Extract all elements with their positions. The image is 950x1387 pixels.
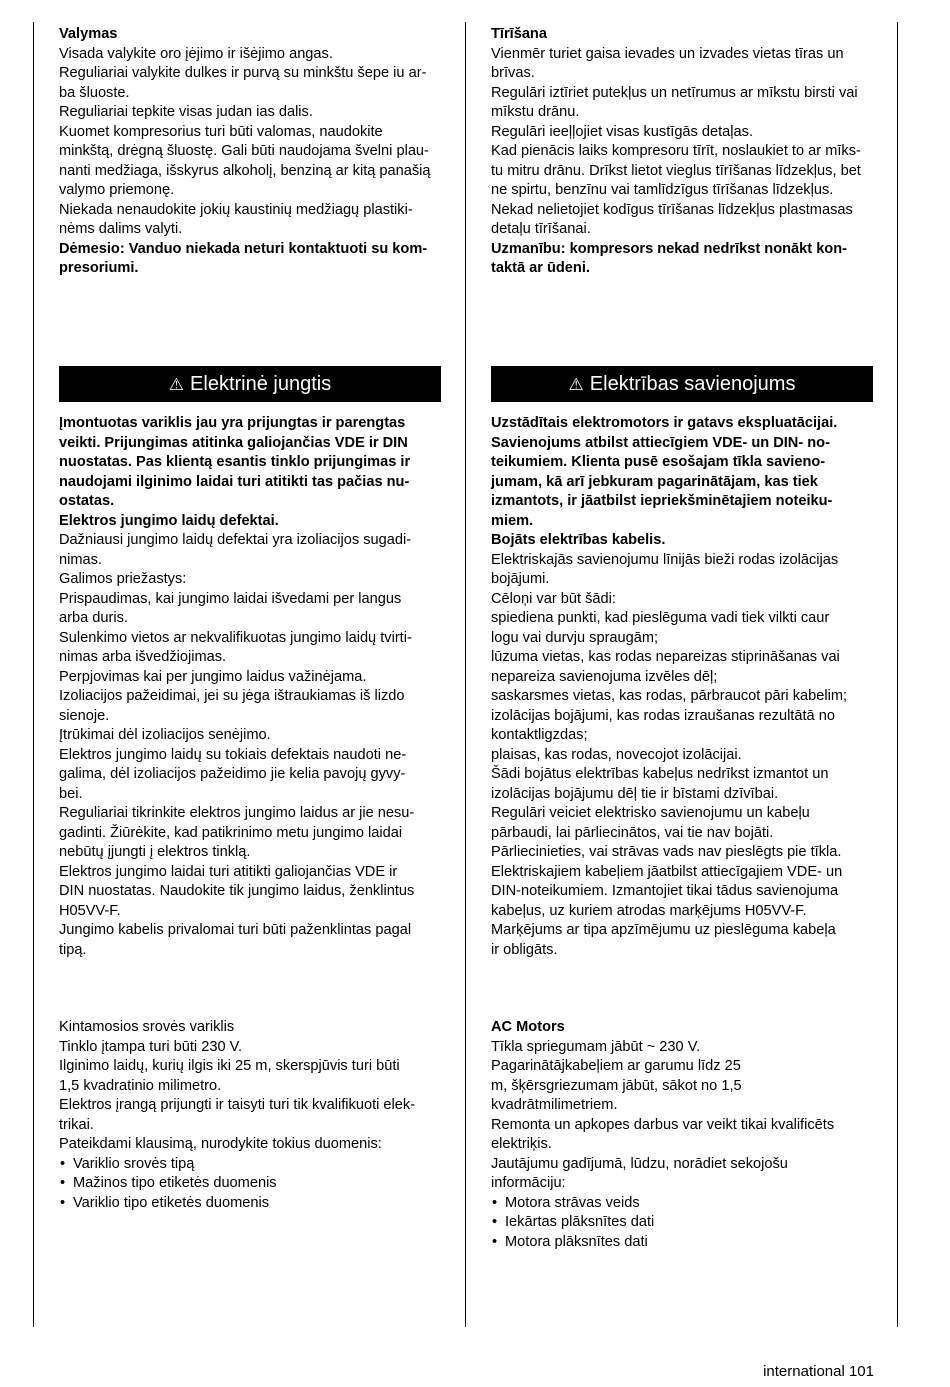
right-cleaning-text-line: tu mitru drānu. Drīkst lietot vieglus tīrīšanas līdzekļus, bet (491, 162, 861, 179)
right-electric-text-line: izolācijas bojājumu dēļ tie ir bīstami dzīvībai. (491, 785, 779, 802)
right-electric-text-line: izolācijas bojājumi, kas rodas izraušanas rezultātā no (491, 707, 835, 724)
right-electric-text-line: logu vai durvju spraugām; (491, 629, 659, 646)
left-electric-text-line: Izoliacijos pažeidimai, jei su jėga ištraukiamas iš lizdo (59, 688, 405, 704)
left-motor-bullets (59, 1155, 441, 1214)
right-motor-section (491, 1018, 873, 1252)
right-cleaning-text-line: Regulāri iztīriet putekļus un netīrumus ar mīkstu birsti vai (491, 84, 858, 101)
bullet-item: • Iekārtas plāksnītes dati (491, 1213, 873, 1233)
left-electric-text-line: Dažniausi jungimo laidų defektai yra izoliacijos sugadi- (59, 532, 412, 548)
left-motor-text-line: trikai. (59, 1116, 94, 1133)
right-cleaning-text-line: detaļu tīrīšanai. (491, 221, 591, 237)
right-margin-rule (897, 22, 898, 1327)
left-motor-text-line: Ilginimo laidų, kurių ilgis iki 25 m, skerspjūvis turi būti (59, 1058, 400, 1074)
right-electric-intro (491, 414, 873, 551)
left-electric-text-line: Reguliariai tikrinkite elektros jungimo laidus ar jie nesu- (59, 805, 415, 821)
right-cleaning-warning-line: taktā ar ūdeni. (491, 260, 590, 276)
warning-triangle-icon: ⚠ (568, 375, 584, 394)
left-cleaning-warning-line: Dėmesio: Vanduo niekada neturi kontaktuoti su kom- (59, 240, 428, 257)
right-electric-text-line: lūzuma vietas, kas rodas nepareizas stiprināšanas vai (491, 649, 840, 665)
left-electric-intro-line: nuostatas. Pas klientą esantis tinklo prijungimas ir (59, 454, 411, 470)
right-cleaning-text-line: Nekad nelietojiet kodīgus tīrīšanas līdzekļus plastmasas (491, 201, 853, 218)
right-electric-text-line: Pārliecinieties, vai strāvas vads nav pieslēgts pie tīkla. (491, 844, 842, 860)
left-cleaning-text-line: Reguliariai valykite dulkes ir purvą su minkštu šepe iu ar- (59, 65, 427, 81)
left-electric-text-line: Sulenkimo vietos ar nekvalifikuotas jungimo laidų tvirti- (59, 629, 412, 646)
left-electric-text-line: Perpjovimas kai per jungimo laidus važinėjama. (59, 668, 367, 685)
bullet-item: • Motora strāvas veids (491, 1194, 873, 1214)
right-electric-text-line: Elektriskajās savienojumu līnijās bieži rodas izolācijas (491, 551, 839, 568)
right-electric-text-line: DIN-noteikumiem. Izmantojiet tikai tādus savienojuma (491, 883, 839, 899)
right-motor-text-line: m, šķērsgriezumam jābūt, sākot no 1,5 (491, 1077, 742, 1094)
left-electric-text-line: Elektros jungimo laidų su tokiais defektais naudoti ne- (59, 746, 407, 763)
left-motor-text-line: Tinklo įtampa turi būti 230 V. (59, 1038, 243, 1055)
right-motor-text-line: elektriķis. (491, 1136, 552, 1152)
center-divider-rule (465, 22, 466, 1327)
right-cleaning-text-line: mīkstu drānu. (491, 104, 580, 120)
right-cleaning-warning (491, 240, 873, 279)
left-cleaning-section (59, 25, 441, 279)
left-motor-text-line: Kintamosios srovės variklis (59, 1019, 235, 1035)
left-electric-text-line: Elektros jungimo laidai turi atitikti galiojančias VDE ir (59, 863, 398, 880)
right-motor-text-line: Tīkla spriegumam jābūt ~ 230 V. (491, 1038, 701, 1055)
left-electric-text-line: arba duris. (59, 610, 128, 626)
right-motor-title: AC Motors (491, 1019, 565, 1035)
left-cleaning-text-line: nanti medžiaga, išskyrus alkoholį, benziną ar kitą panašią (59, 162, 431, 179)
left-electric-text-line: nimas arba išvedžiojimas. (59, 649, 227, 665)
right-motor-text-line: Pagarinātājkabeļiem ar garumu līdz 25 (491, 1058, 741, 1074)
right-motor-text-line: kvadrātmilimetriem. (491, 1097, 618, 1113)
left-electric-intro-line: Elektros jungimo laidų defektai. (59, 512, 279, 529)
right-electric-text-line: ir obligāts. (491, 941, 558, 958)
left-electric-text-line: sienoje. (59, 707, 110, 724)
left-cleaning-text-line: Reguliariai tepkite visas judan ias dalis. (59, 104, 313, 120)
left-electric-section (59, 414, 441, 960)
left-cleaning-text-line: Niekada nenaudokite jokių kaustinių medžiagų plastiki- (59, 201, 413, 218)
left-electric-text-line: Prispaudimas, kai jungimo laidai išvedami per langus (59, 590, 402, 607)
left-electric-text-line: bei. (59, 785, 83, 802)
right-electric-intro-line: Savienojums atbilst attiecīgiem VDE- un DIN- no- (491, 434, 830, 451)
left-electric-intro-line: naudojami ilginimo laidai turi atitikti tas pačias nu- (59, 473, 410, 490)
right-electric-intro-line: Bojāts elektrības kabelis. (491, 532, 666, 548)
left-cleaning-text-line: Visada valykite oro įėjimo ir išėjimo angas. (59, 45, 333, 62)
right-electric-section (491, 414, 873, 960)
right-electric-text-line: Elektriskajiem kabeļiem jāatbilst attiecīgajiem VDE- un (491, 863, 843, 880)
right-electric-text-line: pārbaudi, lai pārliecinātos, vai tie nav bojāti. (491, 824, 774, 841)
left-electric-text-line: gadinti. Žiūrėkite, kad patikrinimo metu jungimo laidai (59, 824, 403, 841)
left-electric-text-line: nimas. (59, 551, 102, 568)
right-electric-intro-line: teikumiem. Klienta pusē esošajam tīkla savieno- (491, 454, 826, 470)
right-cleaning-text-line: ne spirtu, benzīnu vai tamlīdzīgus tīrīšanas līdzekļus. (491, 182, 834, 198)
right-electric-intro-line: jumam, kā arī jebkuram pagarinātājam, kas tiek (491, 473, 818, 490)
right-cleaning-text-line: Kad pienācis laiks kompresoru tīrīt, noslaukiet to ar mīks- (491, 143, 861, 159)
right-electric-text-line: plaisas, kas rodas, novecojot izolācijai. (491, 746, 742, 763)
page-footer: international 101 (763, 1363, 874, 1380)
left-motor-text-line: 1,5 kvadratinio milimetro. (59, 1077, 222, 1094)
warning-triangle-icon: ⚠ (168, 375, 185, 394)
right-electric-text-line: spiediena punkti, kad pieslēguma vadi tiek vilkti caur (491, 610, 830, 626)
left-electric-text-line: tipą. (59, 941, 87, 958)
bullet-item: • Motora plāksnītes dati (491, 1233, 873, 1253)
right-electric-text-line: Cēloņi var būt šādi: (491, 590, 616, 607)
right-electric-intro-line: Uzstādītais elektromotors ir gatavs ekspluatācijai. (491, 415, 838, 431)
right-cleaning-text-line: Regulāri ieeļļojiet visas kustīgās detaļas. (491, 123, 754, 140)
right-electric-text (491, 551, 873, 961)
right-motor-bullets (491, 1194, 873, 1253)
left-electric-text-line: Jungimo kabelis privalomai turi būti paženklintas pagal (59, 922, 412, 938)
left-cleaning-warning-line: presoriumi. (59, 260, 139, 276)
left-electric-intro-line: ostatas. (59, 493, 115, 509)
left-motor-text-line: Elektros įrangą prijungti ir taisyti turi tik kvalifikuoti elek- (59, 1097, 416, 1113)
right-cleaning-text (491, 45, 873, 240)
left-cleaning-text-line: Kuomet kompresorius turi būti valomas, naudokite (59, 123, 383, 140)
left-electric-text-line: nebūtų įjungti į elektros tinklą. (59, 844, 251, 860)
right-cleaning-text-line: Vienmēr turiet gaisa ievades un izvades vietas tīras un (491, 45, 844, 62)
left-motor-text-line: Pateikdami klausimą, nurodykite tokius duomenis: (59, 1136, 382, 1152)
left-electric-text-line: DIN nuostatas. Naudokite tik jungimo laidus, ženklintus (59, 883, 415, 899)
right-electric-text-line: Šādi bojātus elektrības kabeļus nedrīkst izmantot un (491, 766, 829, 782)
left-cleaning-title: Valymas (59, 26, 118, 42)
right-motor-text-line: informāciju: (491, 1175, 566, 1191)
right-electric-text-line: saskarsmes vietas, kas rodas, pārbraucot pāri kabelim; (491, 688, 848, 704)
right-electric-text-line: bojājumi. (491, 571, 550, 587)
left-cleaning-text-line: nėms dalims valyti. (59, 221, 183, 237)
right-cleaning-warning-line: Uzmanību: kompresors nekad nedrīkst nonākt kon- (491, 240, 847, 257)
left-cleaning-text-line: ba šluoste. (59, 84, 130, 101)
right-cleaning-text-line: brīvas. (491, 65, 535, 81)
right-cleaning-title: Tīrīšana (491, 26, 547, 42)
left-electric-intro-line: Įmontuotas variklis jau yra prijungtas ir parengtas (59, 415, 406, 431)
right-electric-text-line: kabeļus, uz kuriem atrodas marķējums H05VV-F. (491, 902, 807, 919)
left-cleaning-text-line: minkštą, drėgną šluostę. Gali būti naudojama švelni plau- (59, 143, 429, 159)
left-margin-rule (33, 22, 34, 1327)
right-electric-banner (491, 366, 873, 402)
right-electric-intro-line: izmantots, ir jāatbilst iepriekšminētajiem noteiku- (491, 493, 833, 509)
right-motor-text-line: Jautājumu gadījumā, lūdzu, norādiet sekojošu (491, 1155, 788, 1172)
left-electric-intro (59, 414, 441, 531)
left-cleaning-text-line: valymo priemonę. (59, 182, 175, 198)
left-electric-banner-title: Elektrinė jungtis (190, 373, 332, 395)
left-electric-text (59, 531, 441, 960)
right-motor-text-line: Remonta un apkopes darbus var veikt tikai kvalificēts (491, 1116, 835, 1133)
bullet-item: • Variklio srovės tipą (59, 1155, 441, 1175)
left-electric-text-line: galima, dėl izoliacijos pažeidimo jie kelia pavojų gyvy- (59, 766, 406, 782)
right-electric-text-line: nepareiza savienojuma izvēles dēļ; (491, 668, 718, 685)
right-electric-text-line: Regulāri veiciet elektrisko savienojumu un kabeļu (491, 805, 810, 821)
left-electric-text-line: Galimos priežastys: (59, 571, 187, 587)
bullet-item: • Mažinos tipo etiketės duomenis (59, 1174, 441, 1194)
right-cleaning-section (491, 25, 873, 279)
left-cleaning-text (59, 45, 441, 240)
bullet-item: • Variklio tipo etiketės duomenis (59, 1194, 441, 1214)
right-electric-intro-line: miem. (491, 512, 534, 529)
left-electric-text-line: H05VV-F. (59, 902, 121, 919)
right-electric-text-line: Marķējums ar tipa apzīmējumu uz pieslēguma kabeļa (491, 922, 836, 938)
right-electric-text-line: kontaktligzdas; (491, 727, 588, 743)
left-motor-section (59, 1018, 441, 1213)
right-electric-banner-title: Elektrības savienojums (589, 373, 796, 395)
left-motor-text (59, 1018, 441, 1155)
left-cleaning-warning (59, 240, 441, 279)
left-electric-intro-line: veikti. Prijungimas atitinka galiojančias VDE ir DIN (59, 434, 408, 451)
left-electric-text-line: Įtrūkimai dėl izoliacijos senėjimo. (59, 727, 271, 743)
right-motor-text (491, 1038, 873, 1194)
left-electric-banner (59, 366, 441, 402)
